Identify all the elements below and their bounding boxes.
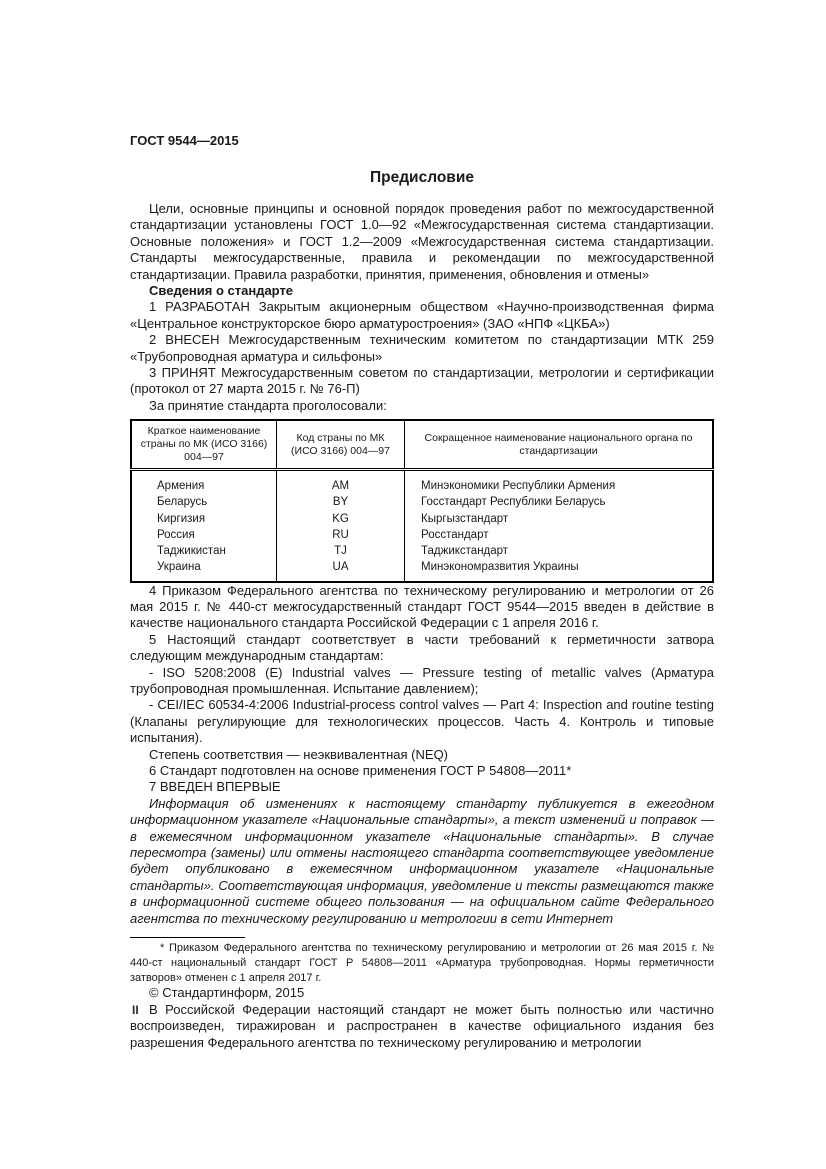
- table-header-row: [131, 420, 713, 470]
- voting-table-body: [131, 470, 713, 582]
- header-cell-org: Сокращенное наименование национального органа по стандартизации: [405, 420, 713, 470]
- standard-info-item-1: 1 РАЗРАБОТАН Закрытым акционерным обществом «Научно-производственная фирма «Центральное конструкторское бюро арматуростроения» (ЗАО «НПФ «ЦКБА»): [130, 299, 714, 331]
- iec-reference: - CEI/IEC 60534-4:2006 Industrial-process control valves — Part 4: Inspection and routine testing (Клапаны регулирующие для технологических процессов. Часть 4. Контроль и типовые испытания).: [130, 697, 714, 746]
- intro-paragraph: Цели, основные принципы и основной порядок проведения работ по межгосударственной стандартизации установлены ГОСТ 1.0—92 «Межгосударственная система стандартизации. Основные положения» и ГОСТ 1.2—2009 «Межгосударственная система стандартизации. Стандарты межгосударственные, правила и рекомендации по межгосударственной стандартизации. Правила разработки, принятия, применения, обновления и отмены»: [130, 201, 714, 282]
- table-row: [131, 543, 713, 559]
- standard-info-item-2: 2 ВНЕСЕН Межгосударственным техническим комитетом по стандартизации МТК 259 «Трубопроводная арматура и сильфоны»: [130, 332, 714, 364]
- voting-table: [130, 419, 714, 582]
- code-cell: AM: [277, 470, 405, 495]
- org-cell: Минэкономразвития Украины: [405, 559, 713, 581]
- org-cell: Кыргызстандарт: [405, 511, 713, 527]
- page-title: Предисловие: [369, 169, 474, 186]
- post-table-item-4: 4 Приказом Федерального агентства по техническому регулированию и метрологии от 26 мая 2015 г. № 440-ст межгосударственный стандарт ГОСТ 9544—2015 введен в действие в качестве национального стандарта Российской Федерации с 1 апреля 2016 г.: [130, 582, 714, 631]
- table-row: [131, 527, 713, 543]
- doc-code: ГОСТ 9544—2015: [130, 133, 239, 148]
- country-cell: Киргизия: [131, 511, 277, 527]
- country-cell: Украина: [131, 559, 277, 581]
- code-cell: BY: [277, 494, 405, 510]
- header-cell-code: Код страны по МК (ИСО 3166) 004—97: [277, 420, 405, 470]
- publication-note: Информация об изменениях к настоящему стандарту публикуется в ежегодном информационном указателе «Национальные стандарты», а текст изменений и поправок — в ежемесячном информационном указателе «Национальные стандарты». В случае пересмотра (замены) или отмены настоящего стандарта соответствующее уведомление будет опубликовано в ежемесячном информационном указателе «Национальные стандарты». Соответствующая информация, уведомление и тексты размещаются также в информационной системе общего пользования — на официальном сайте Федерального агентства по техническому регулированию и метрологии в сети Интернет: [130, 795, 714, 926]
- iso-reference: - ISO 5208:2008 (E) Industrial valves — Pressure testing of metallic valves (Арматура трубопроводная промышленная. Испытание давлением);: [130, 664, 714, 696]
- page-number: II: [132, 1003, 139, 1017]
- footnote-divider: [130, 937, 245, 938]
- code-cell: KG: [277, 511, 405, 527]
- table-row: [131, 511, 713, 527]
- org-cell: Таджикстандарт: [405, 543, 713, 559]
- table-row: [131, 470, 713, 495]
- header-cell-country: Краткое наименование страны по МК (ИСО 3166) 004—97: [131, 420, 277, 470]
- code-cell: TJ: [277, 543, 405, 559]
- country-cell: Таджикистан: [131, 543, 277, 559]
- reproduction-note: В Российской Федерации настоящий стандарт не может быть полностью или частично воспроизведен, тиражирован и распространен в качестве официального издания без разрешения Федерального агентства по техническому регулированию и метрологии: [130, 1001, 714, 1050]
- country-cell: Беларусь: [131, 494, 277, 510]
- post-table-item-6: 6 Стандарт подготовлен на основе применения ГОСТ Р 54808—2011*: [149, 762, 572, 778]
- standard-info-item-3: 3 ПРИНЯТ Межгосударственным советом по стандартизации, метрологии и сертификации (протокол от 27 марта 2015 г. № 76-П): [130, 365, 714, 397]
- document-page-content: [130, 133, 714, 1051]
- table-row: [131, 494, 713, 510]
- copyright-line: © Стандартинформ, 2015: [149, 985, 305, 1001]
- voting-table-header: [131, 420, 713, 470]
- country-cell: Армения: [131, 470, 277, 495]
- org-cell: Госстандарт Республики Беларусь: [405, 494, 713, 510]
- code-cell: UA: [277, 559, 405, 581]
- country-cell: Россия: [131, 527, 277, 543]
- equivalence-degree: Степень соответствия — неэквивалентная (NEQ): [149, 746, 449, 762]
- standard-info-heading: Сведения о стандарте: [149, 283, 294, 299]
- code-cell: RU: [277, 527, 405, 543]
- post-table-item-5: 5 Настоящий стандарт соответствует в части требований к герметичности затвора следующим международным стандартам:: [130, 631, 714, 664]
- table-row: [131, 559, 713, 581]
- footnote: * Приказом Федерального агентства по техническому регулированию и метрологии от 26 мая 2015 г. № 440-ст национальный стандарт ГОСТ Р 54808—2011 «Арматура трубопроводная. Нормы герметичности затворов» отменен с 1 апреля 2017 г.: [130, 942, 714, 984]
- vote-intro-line: За принятие стандарта проголосовали:: [149, 397, 387, 413]
- org-cell: Росстандарт: [405, 527, 713, 543]
- post-table-item-7: 7 ВВЕДЕН ВПЕРВЫЕ: [149, 779, 281, 795]
- org-cell: Минэкономики Республики Армения: [405, 470, 713, 495]
